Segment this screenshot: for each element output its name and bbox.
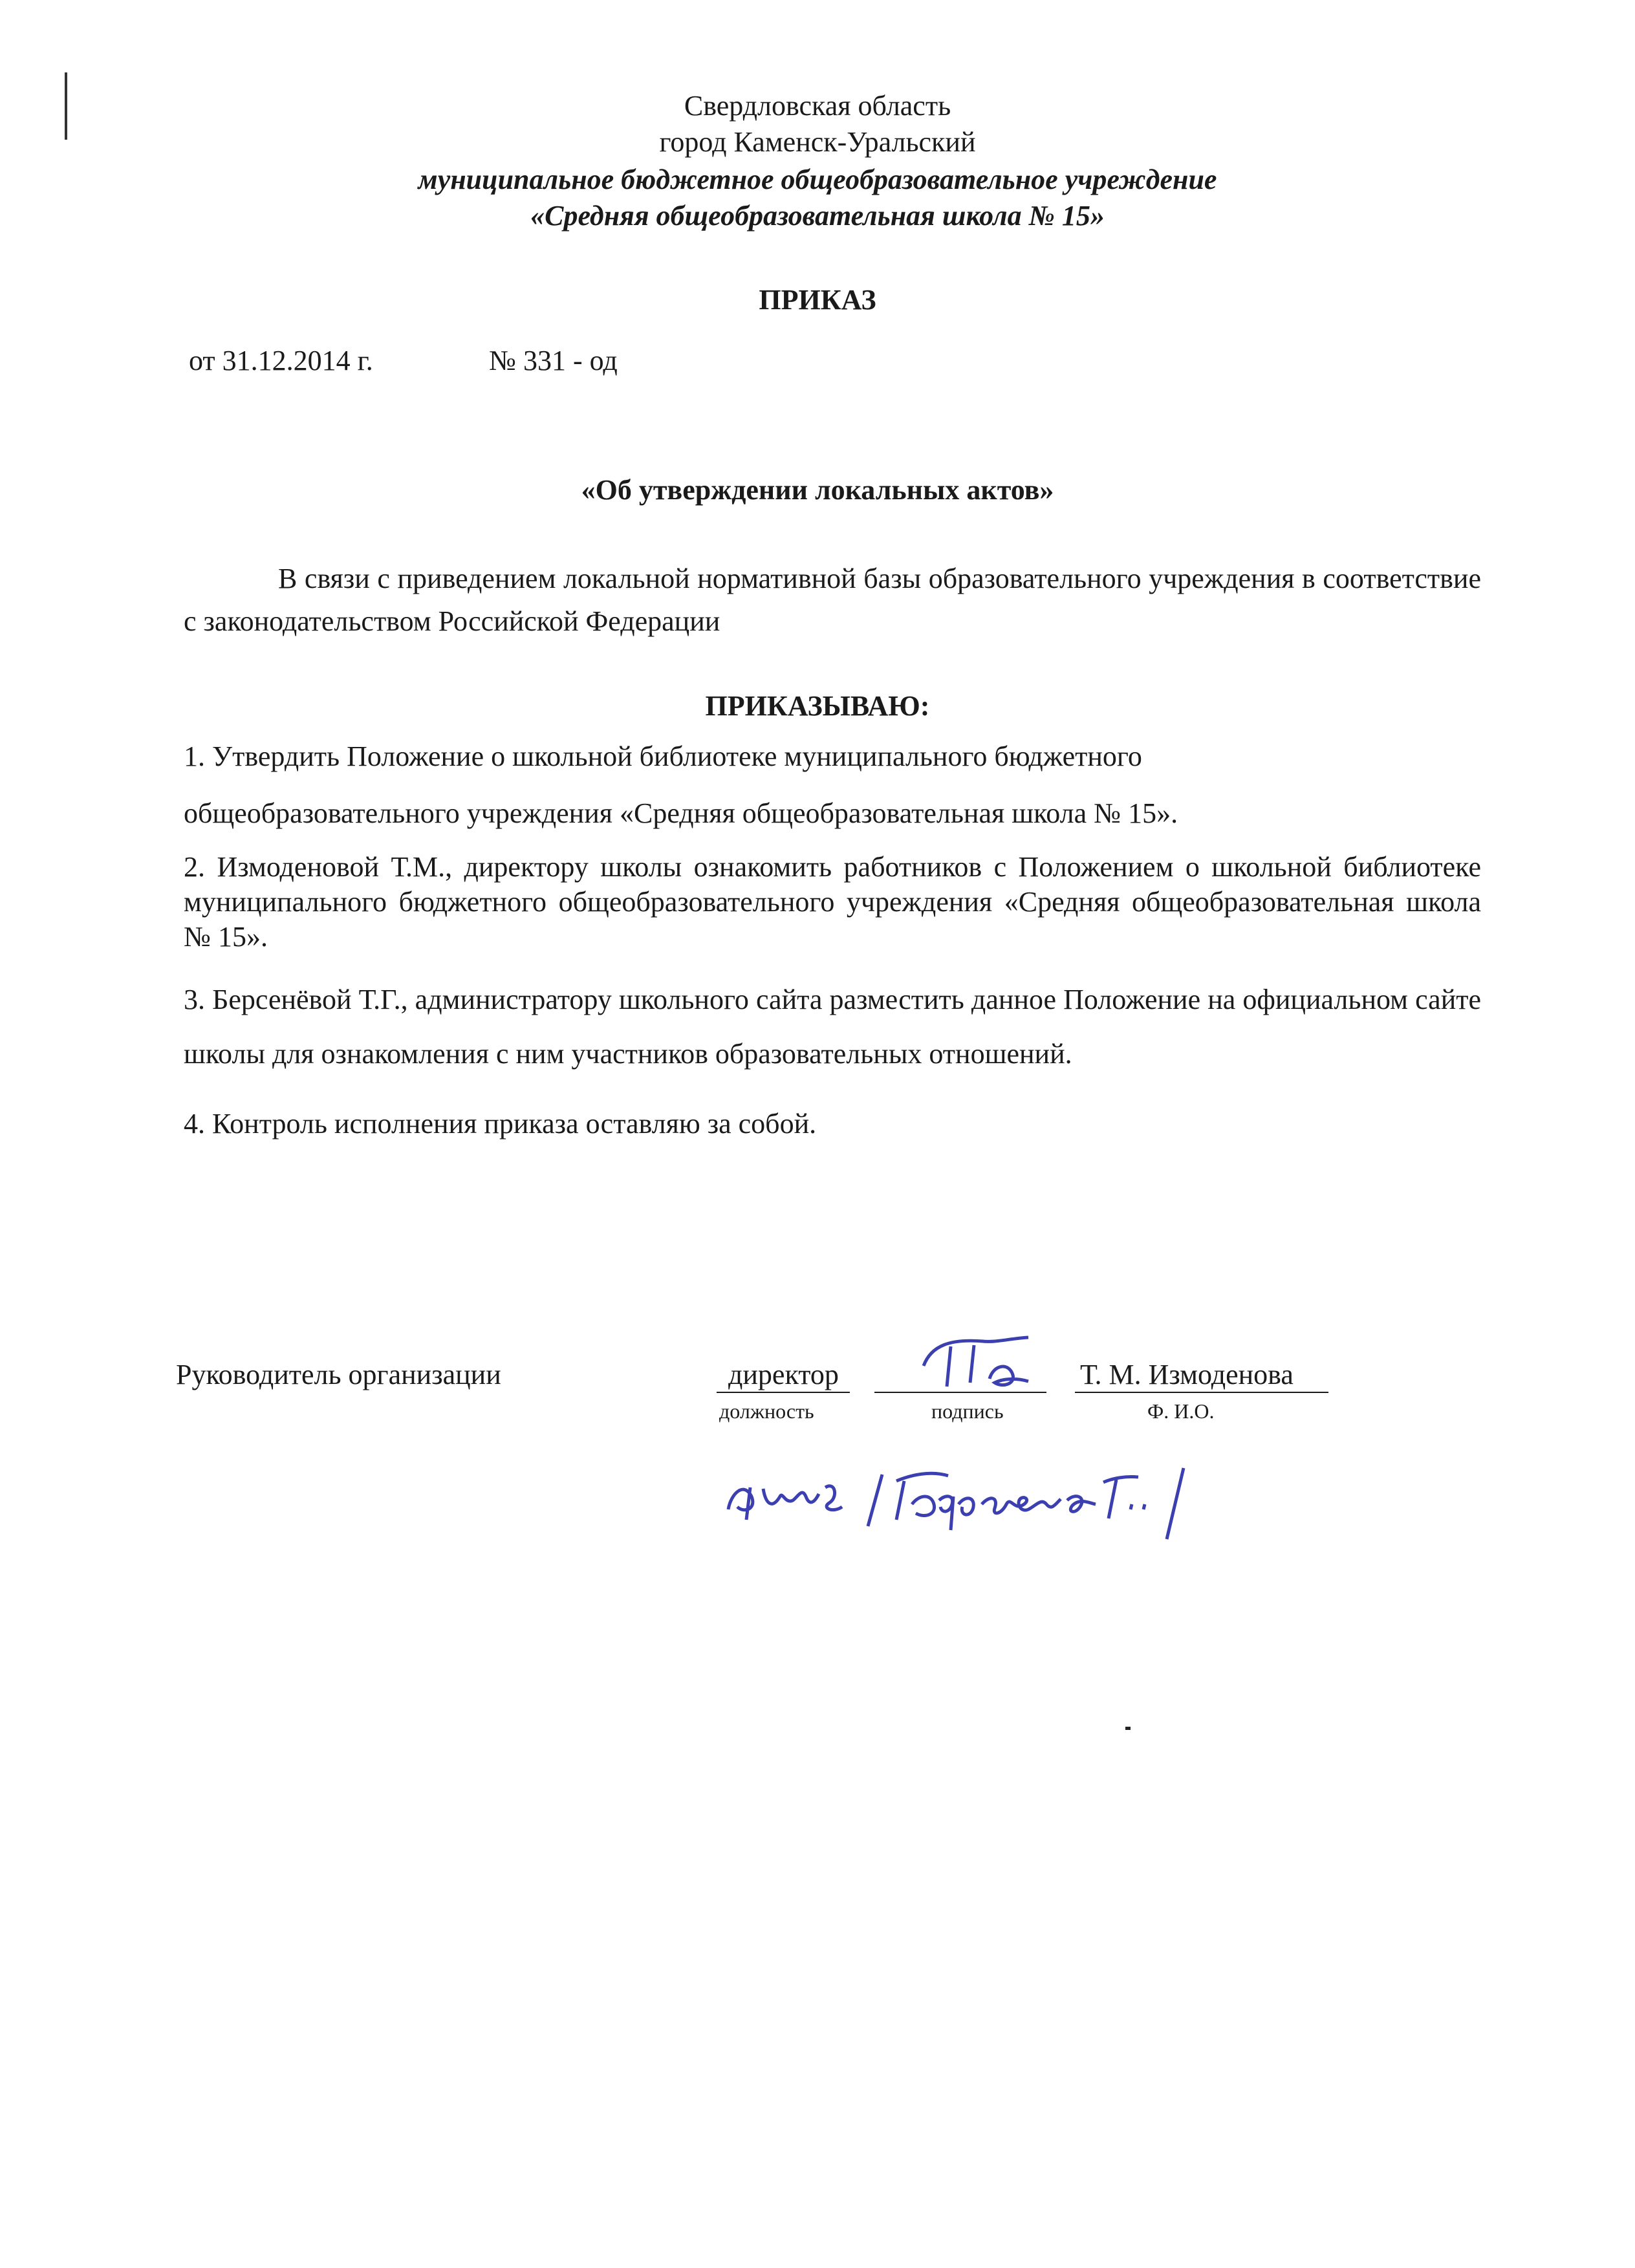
header-institution-type: муниципальное бюджетное общеобразовательное учреждение xyxy=(418,164,1217,195)
position-caption: должность xyxy=(719,1399,814,1423)
header-institution-name: «Средняя общеобразовательная школа № 15» xyxy=(530,200,1105,232)
scan-speck xyxy=(1125,1727,1131,1730)
full-name-caption: Ф. И.О. xyxy=(1147,1399,1215,1423)
organization-head-label: Руководитель организации xyxy=(176,1359,501,1390)
signature-caption: подпись xyxy=(931,1399,1004,1423)
order-title: ПРИКАЗ xyxy=(759,284,876,316)
full-name-underline xyxy=(1075,1392,1328,1393)
header-region: Свердловская область xyxy=(684,90,951,122)
item-1-line-2: общеобразовательного учреждения «Средняя общеобразовательная школа № 15». xyxy=(184,797,1178,829)
item-4: 4. Контроль исполнения приказа оставляю за собой. xyxy=(184,1108,817,1139)
preamble: В связи с приведением локальной нормативной базы образовательного учреждения в соответствие с законодательством Российской Федерации xyxy=(184,563,1481,637)
handwritten-acknowledgement xyxy=(718,1442,1222,1559)
item-1-line-1: 1. Утвердить Положение о школьной библиотеке муниципального бюджетного xyxy=(184,740,1142,772)
position-underline xyxy=(717,1392,850,1393)
position-value: директор xyxy=(728,1359,839,1390)
full-name-value: Т. М. Измоденова xyxy=(1080,1359,1294,1390)
order-number: № 331 - од xyxy=(489,345,618,376)
order-date: от 31.12.2014 г. xyxy=(189,345,373,376)
directive-heading: ПРИКАЗЫВАЮ: xyxy=(705,690,930,722)
header-city: город Каменск-Уральский xyxy=(659,126,976,158)
item-3: 3. Берсенёвой Т.Г., администратору школьного сайта разместить данное Положение на официальном сайте школы для ознакомления с ним участников образовательных отношений. xyxy=(184,984,1481,1070)
director-signature xyxy=(912,1319,1041,1397)
order-subject: «Об утверждении локальных актов» xyxy=(581,474,1054,506)
item-2: 2. Измоденовой Т.М., директору школы ознакомить работников с Положением о школьной библиотеке муниципального бюджетного общеобразовательного учреждения «Средняя общеобразовательная школа № 15». xyxy=(184,851,1481,953)
